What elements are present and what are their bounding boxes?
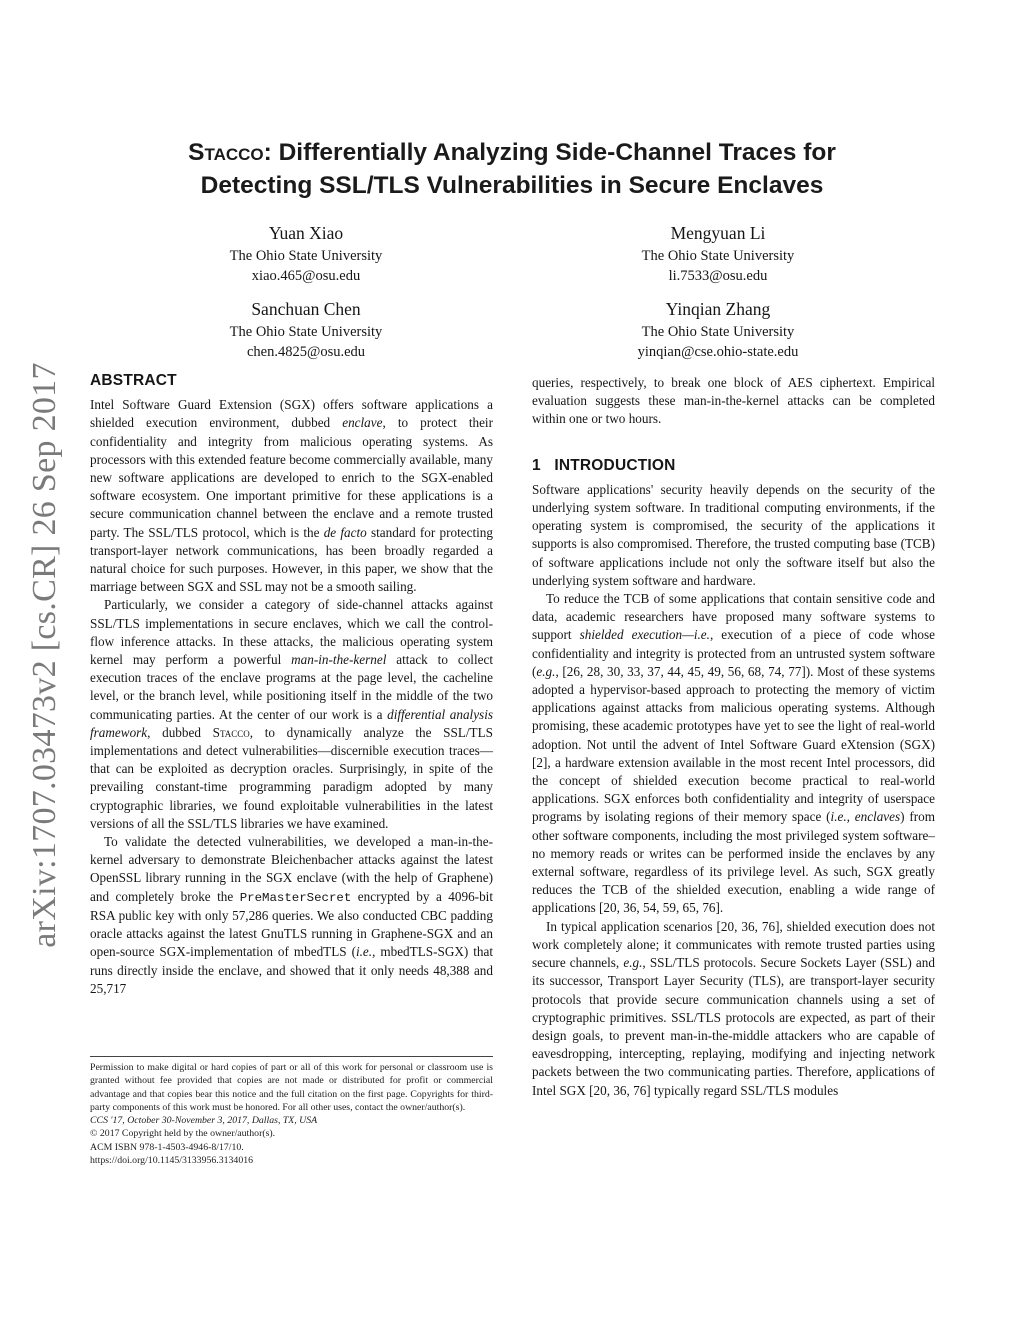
author-block-1 bbox=[106, 220, 506, 286]
intro-paragraph-2 bbox=[532, 590, 935, 918]
abstract-paragraph-1 bbox=[90, 396, 493, 596]
text-run-emphasis: e.g. bbox=[623, 955, 643, 971]
copyright-footnote bbox=[90, 1056, 493, 1167]
abstract-paragraph-3 bbox=[90, 833, 493, 998]
author-name: Mengyuan Li bbox=[670, 223, 766, 243]
text-run: Particularly, we consider a category of side-channel attacks against SSL/TLS implementations in secure enclaves, which we call the control-flow inference attacks. In these attacks, the malicious operating system kernel may perform a powerful bbox=[90, 597, 493, 668]
author-block-4 bbox=[518, 296, 918, 362]
author-email: xiao.465@osu.edu bbox=[251, 268, 361, 284]
text-run: To validate the detected vulnerabilities, we developed a man-in-the-kernel adversary to demonstrate Bleichenbacher attacks against the latest OpenSSL library running in the SGX enclave (with the help of Graphene) and completely broke the bbox=[90, 834, 493, 904]
text-run: ) from other software components, including the most privileged system software–no memory reads or writes can be performed inside the enclaves by any external software, regardless of its privilege level. As such, SGX greatly reduces the TCB of the shielded execution, enabling a wide range of applications [20, 36, 54, 59, 65, 76]. bbox=[532, 809, 935, 916]
text-run: encrypted by a 4096-bit RSA public key with only 57,286 queries. We also conducted CBC padding oracle attacks against the latest GnuTLS running in Graphene-SGX and an open-source SGX-implementation of mbedTLS ( bbox=[90, 888, 493, 960]
author-name: Yinqian Zhang bbox=[665, 299, 771, 319]
abstract-heading: ABSTRACT bbox=[90, 372, 177, 389]
text-run: Intel Software Guard Extension (SGX) offers software applications a shielded execution environment, dubbed bbox=[90, 397, 493, 431]
text-run-emphasis: enclave bbox=[342, 415, 383, 431]
text-run-emphasis: differential analysis framework bbox=[90, 706, 493, 740]
author-affiliation: The Ohio State University bbox=[229, 248, 383, 264]
text-run: , mbedTLS-SGX) that runs directly inside the enclave, and showed that it only needs 48,388 and 25,717 bbox=[90, 944, 494, 996]
text-run: , to dynamically analyze the SSL/TLS implementations and detect vulnerabilities—discernible execution traces—that can be exploited as decryption oracles. Surprisingly, in spite of the prevailing constant-time programming paradigm adopted by many cryptographic libraries, we found exploitable vulnerabilities in the latest versions of all the SSL/TLS libraries we have examined. bbox=[90, 724, 493, 831]
author-affiliation: The Ohio State University bbox=[229, 324, 383, 340]
text-run-emphasis: shielded execution—i.e. bbox=[579, 627, 710, 643]
abstract-paragraph-2 bbox=[90, 596, 493, 833]
text-run-emphasis: e.g. bbox=[536, 663, 556, 679]
title-system-name: Stacco bbox=[188, 139, 264, 166]
author-name: Sanchuan Chen bbox=[251, 299, 361, 319]
text-run: , dubbed bbox=[147, 724, 213, 740]
conference-info: CCS '17, October 30-November 3, 2017, Dallas, TX, USA bbox=[90, 1115, 318, 1127]
abstract-continuation: queries, respectively, to break one block of AES ciphertext. Empirical evaluation suggests these man-in-the-kernel attacks can be completed within one or two hours. bbox=[532, 375, 935, 427]
author-affiliation: The Ohio State University bbox=[641, 324, 795, 340]
title-line-1-rest: : Differentially Analyzing Side-Channel Traces for bbox=[263, 139, 836, 166]
text-run: To reduce the TCB of some applications that contain sensitive code and data, academic researchers have proposed many software systems to support bbox=[532, 591, 935, 643]
text-run: , execution of a piece of code whose confidentiality and integrity is protected from an untrusted system software ( bbox=[532, 627, 935, 679]
author-name: Yuan Xiao bbox=[268, 223, 344, 243]
text-run: , to protect their confidentiality and integrity from malicious operating systems. As processors with this extended feature become commercially available, many new software applications are developed to enrich to the SGX-enabled software ecosystem. One important primitive for these applications is a secure communication channel between the enclave and a remote trusted party. The SSL/TLS protocol, which is the bbox=[90, 415, 493, 540]
permission-notice: Permission to make digital or hard copies of part or all of this work for personal or classroom use is granted without fee provided that copies are not made or distributed for profit or commercial advantage and that copies bear this notice and the full citation on the first page. Copyrights for third-party components of this work must be honored. For all other uses, contact the owner/author(s). bbox=[90, 1062, 493, 1113]
footnote-divider bbox=[90, 1056, 493, 1057]
code-term: PreMasterSecret bbox=[239, 890, 352, 905]
arxiv-identifier: arXiv:1707.03473v2 [cs.CR] 26 Sep 2017 bbox=[26, 362, 63, 948]
system-name: Stacco bbox=[212, 724, 250, 740]
author-email: chen.4825@osu.edu bbox=[246, 344, 366, 360]
author-block-3 bbox=[106, 296, 506, 362]
right-column bbox=[532, 374, 935, 1100]
text-run: In typical application scenarios [20, 36, 76], shielded execution does not work completely alone; it communicates with remote trusted parties using secure channels, bbox=[532, 918, 935, 971]
author-email: yinqian@cse.ohio-state.edu bbox=[637, 344, 799, 360]
abstract-section bbox=[90, 372, 493, 998]
text-run: , [26, 28, 30, 33, 37, 44, 45, 49, 56, 68, 74, 77]). Most of these systems adopted a hypervisor-based approach to protecting the memory of victim applications against attacks from malicious operating systems. Although promising, these academic prototypes have yet to see the light of real-world adoption. Not until the advent of Intel Software Guard eXtension (SGX) [2], a hardware extension available in the most recent Intel processors, did the concept of shielded execution become practical to real-world applications. SGX enforces both confidentiality and integrity of userspace programs by isolating regions of their memory space ( bbox=[532, 663, 935, 825]
author-block-2 bbox=[518, 220, 918, 286]
intro-paragraph-3 bbox=[532, 918, 935, 1100]
introduction-heading: 1 INTRODUCTION bbox=[532, 456, 676, 474]
author-affiliation: The Ohio State University bbox=[641, 248, 795, 264]
title-line-1 bbox=[80, 136, 944, 169]
copyright-line: © 2017 Copyright held by the owner/author(s). bbox=[90, 1128, 276, 1140]
title-line-2: Detecting SSL/TLS Vulnerabilities in Secure Enclaves bbox=[200, 172, 824, 199]
text-run-emphasis: de facto bbox=[323, 524, 367, 540]
doi-link[interactable]: https://doi.org/10.1145/3133956.3134016 bbox=[90, 1155, 254, 1167]
text-run: standard for protecting transport-layer network communications, has been broadly regarded a natural choice for such purposes. However, in this paper, we show that the marriage between SGX and SSL may not be a smooth sailing. bbox=[90, 524, 493, 595]
intro-paragraph-1: Software applications' security heavily depends on the security of the underlying system software. In traditional computing environments, if the operating system is compromised, the security of the applications it supports is also compromised. Therefore, the trusted computing base (TCB) of software applications include not only the software itself but also the underlying system software and hardware. bbox=[532, 481, 935, 588]
text-run: attack to collect execution traces of the enclave programs at the page level, the cacheline level, or the branch level, while positioning itself in the middle of the two communicating parties. At the center of our work is a bbox=[90, 652, 493, 722]
page-title bbox=[80, 136, 944, 202]
text-run-emphasis: i.e., enclaves bbox=[830, 809, 901, 825]
text-run-emphasis: man-in-the-kernel bbox=[291, 652, 387, 668]
isbn-line: ACM ISBN 978-1-4503-4946-8/17/10. bbox=[90, 1141, 244, 1153]
author-email: li.7533@osu.edu bbox=[668, 268, 768, 284]
text-run: , SSL/TLS protocols. Secure Sockets Layer (SSL) and its successor, Transport Layer Security (TLS), are transport-layer security protocols that provide secure communication channels using a set of cryptographic primitives. SSL/TLS protocols are expected, as part of their design goals, to prevent man-in-the-middle attackers who are capable of eavesdropping, intercepting, replaying, modifying and injecting network packets between the two communicating parties. Therefore, applications of Intel SGX [20, 36, 76] typically regard SSL/TLS modules bbox=[532, 955, 935, 1098]
text-run-emphasis: i.e. bbox=[355, 944, 373, 960]
section-gap bbox=[532, 429, 935, 457]
